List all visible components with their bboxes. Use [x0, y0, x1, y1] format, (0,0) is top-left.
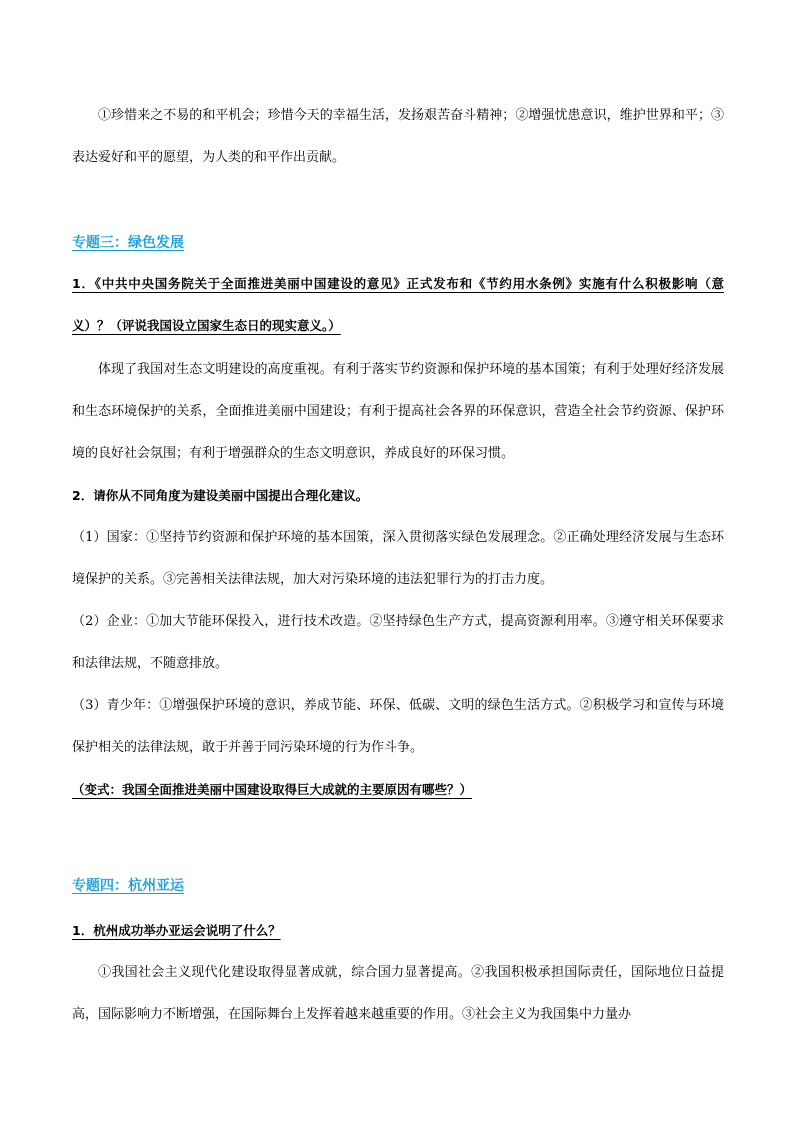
question-hangzhou — [72, 910, 724, 952]
answer-hangzhou-paragraph: ①我国社会主义现代化建设取得显著成就，综合国力显著提高。②我国积极承担国际责任，国际地位日益提高，国际影响力不断增强，在国际舞台上发挥着越来越重要的作用。③社会主义为我国集中力量办 — [72, 965, 724, 1022]
question-hangzhou-text: 1．杭州成功举办亚运会说明了什么？ — [72, 923, 281, 938]
answer-2-youth: （3）青少年：①增强保护环境的意识，养成节能、环保、低碳、文明的绿色生活方式。②积极学习和宣传与环境保护相关的法律法规，敢于并善于同污染环境的行为作斗争。 — [72, 698, 724, 755]
section-heading-hangzhou-asian-games: 专题四：杭州亚运 — [72, 878, 184, 894]
question-1-text: 1．《中共中央国务院关于全面推进美丽中国建设的意见》正式发布和《节约用水条例》实施有什么积极影响（意义）？（评说我国设立国家生态日的现实意义。） — [72, 276, 724, 333]
variant-question — [72, 769, 724, 811]
question-1 — [72, 263, 724, 347]
variant-question-text: （变式：我国全面推进美丽中国建设取得巨大成就的主要原因有哪些？） — [72, 782, 473, 797]
question-2: 2．请你从不同角度为建设美丽中国提出合理化建议。 — [72, 488, 369, 503]
section-heading-green-development: 专题三：绿色发展 — [72, 235, 184, 251]
answer-2-enterprise: （2）企业：①加大节能环保投入，进行技术改造。②坚持绿色生产方式，提高资源利用率。③遵守相关环保要求和法律法规，不随意排放。 — [72, 614, 724, 671]
answer-paragraph: ①珍惜来之不易的和平机会；珍惜今天的幸福生活，发扬艰苦奋斗精神；②增强忧患意识，维护世界和平；③表达爱好和平的愿望，为人类的和平作出贡献。 — [72, 108, 724, 165]
answer-1-paragraph: 体现了我国对生态文明建设的高度重视。有利于落实节约资源和保护环境的基本国策；有利于处理好经济发展和生态环境保护的关系，全面推进美丽中国建设；有利于提高社会各界的环保意识，营造全社会节约资源、保护环境的良好社会氛围；有利于增强群众的生态文明意识，养成良好的环保习惯。 — [72, 362, 724, 461]
answer-2-country: （1）国家：①坚持节约资源和保护环境的基本国策，深入贯彻落实绿色发展理念。②正确处理经济发展与生态环境保护的关系。③完善相关法律法规，加大对污染环境的违法犯罪行为的打击力度。 — [72, 530, 724, 587]
